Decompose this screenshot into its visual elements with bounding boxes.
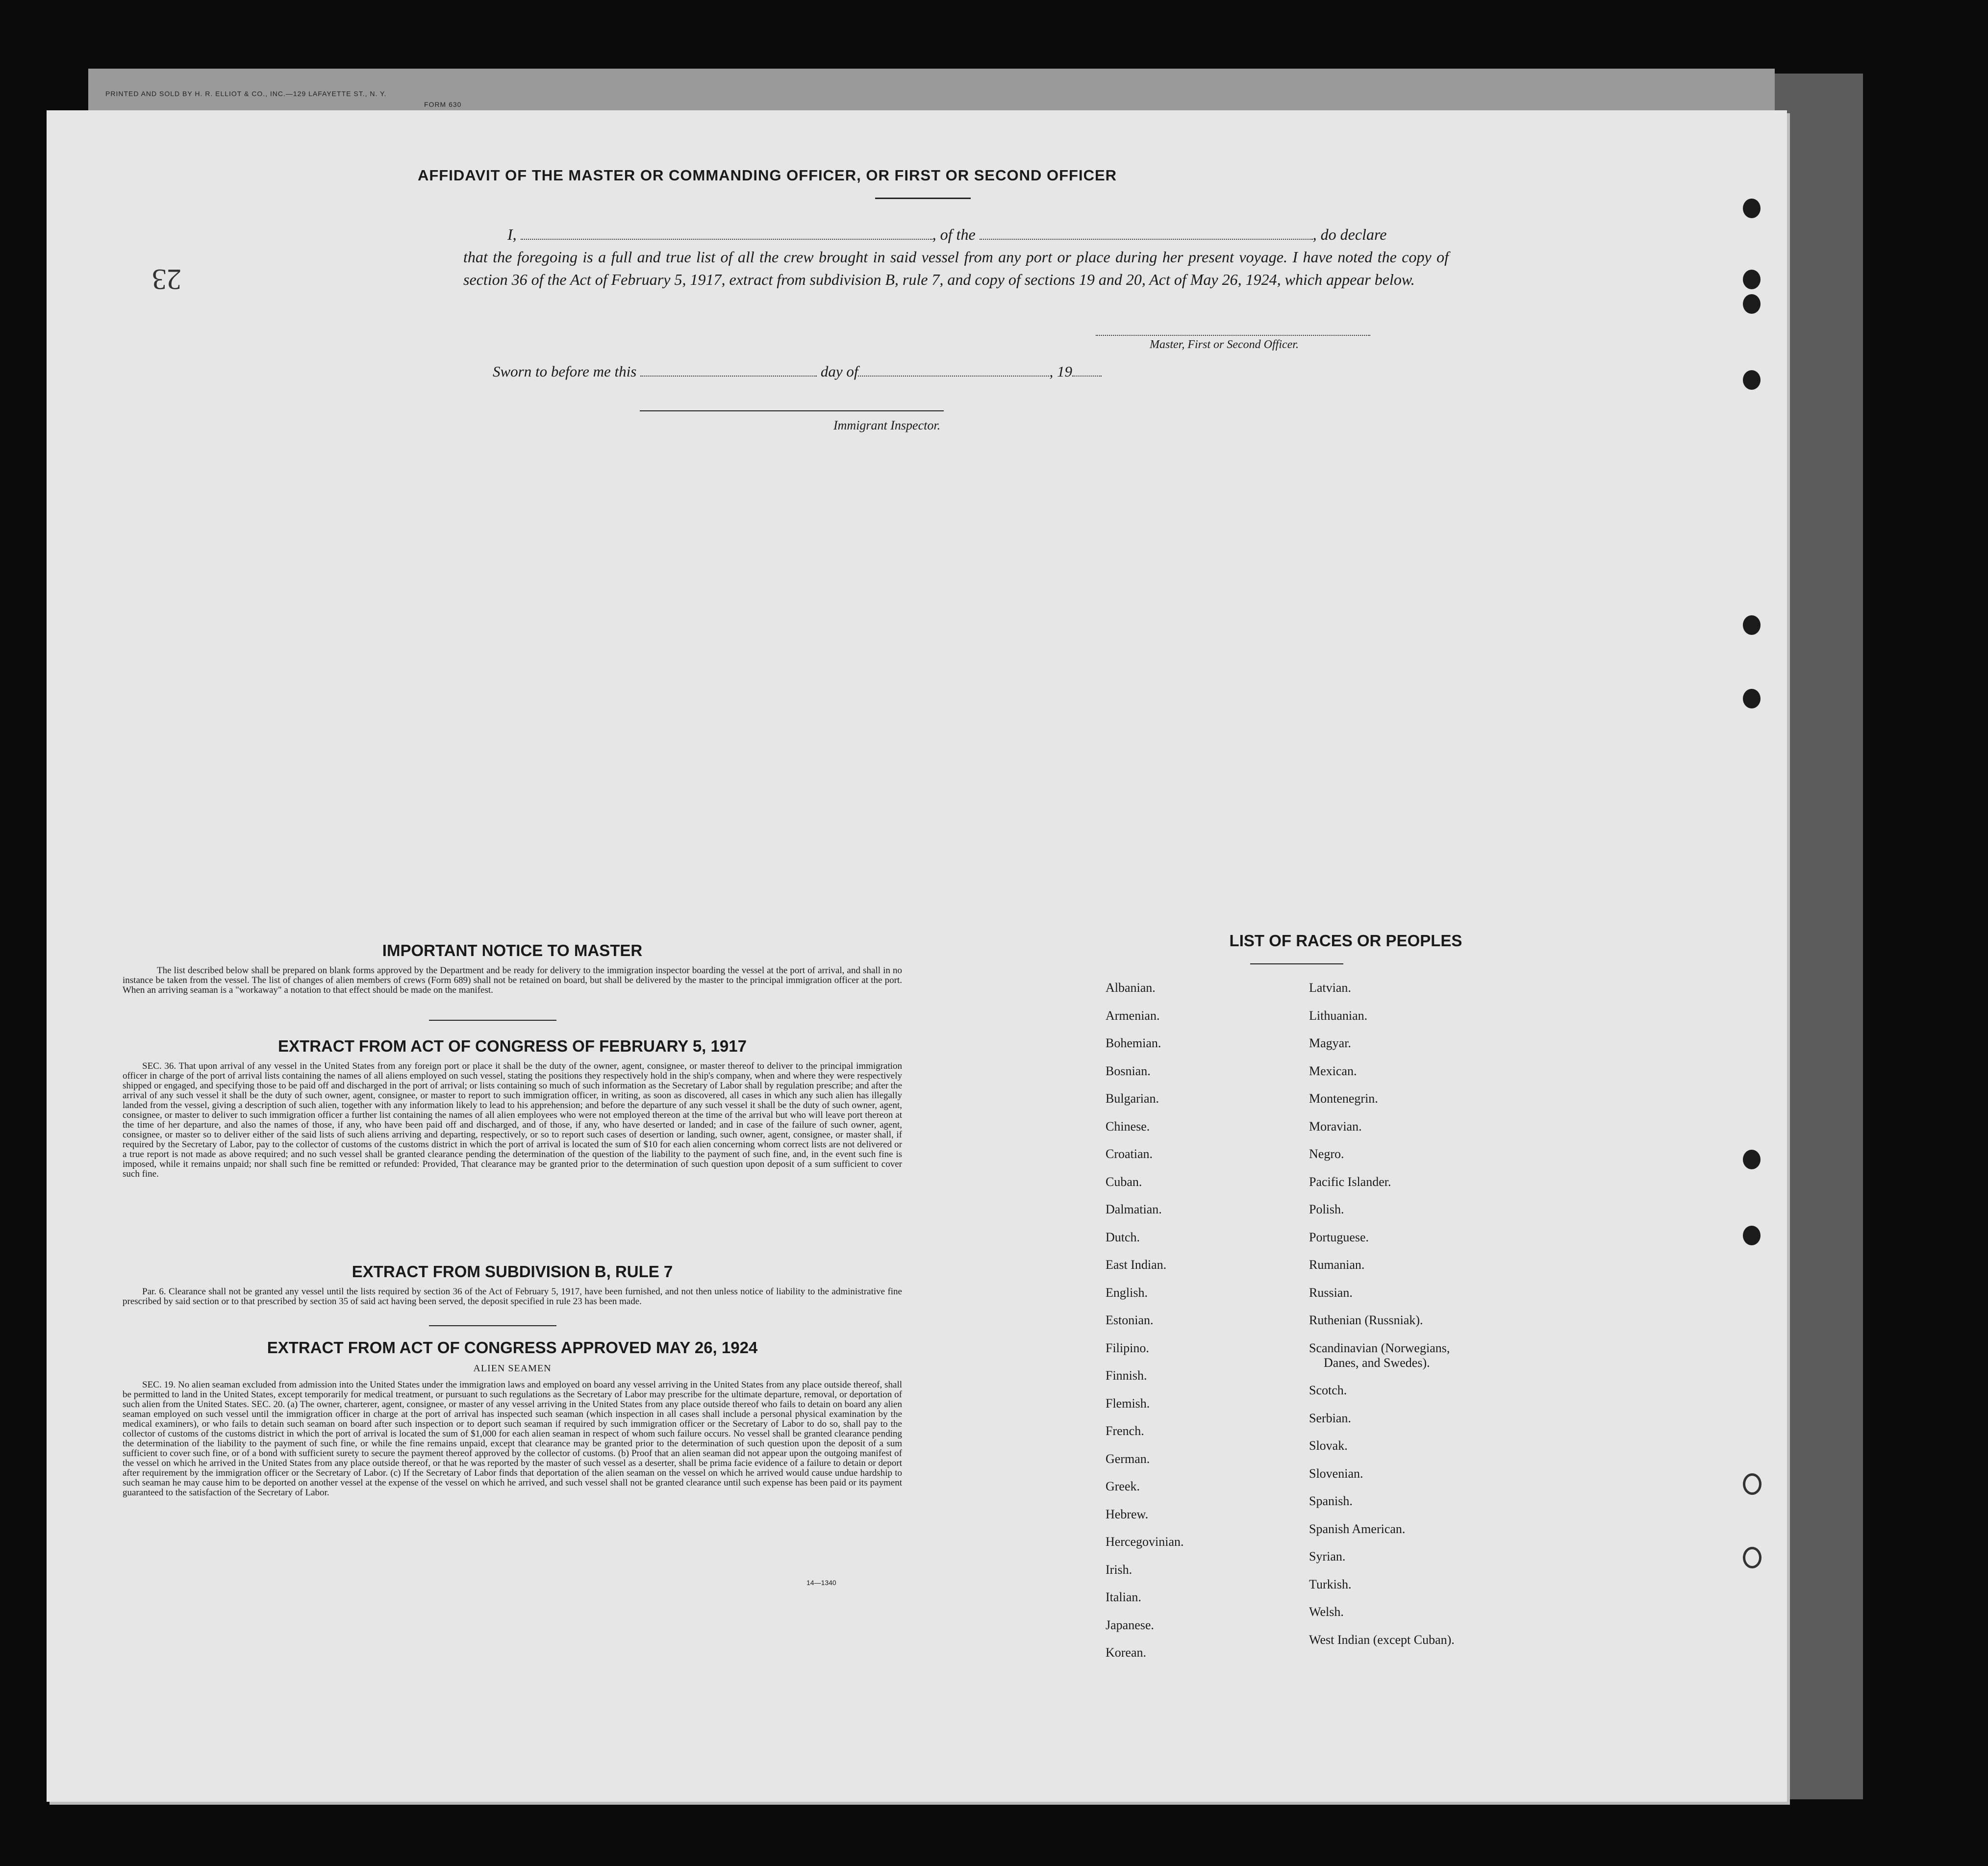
race-item: Syrian. <box>1309 1549 1346 1563</box>
race-item: French. <box>1106 1424 1144 1438</box>
binder-hole <box>1743 294 1761 314</box>
race-item: Danes, and Swedes). <box>1324 1355 1430 1370</box>
race-item: Armenian. <box>1106 1008 1160 1023</box>
extract-1917-title: EXTRACT FROM ACT OF CONGRESS OF FEBRUARY 5, 1917 <box>278 1037 747 1055</box>
notice-body: The list described below shall be prepared on blank forms approved by the Department and be ready for delivery to the immigration inspector boarding the vessel at the port of arrival, and shall in no instance be taken from the vessel. The list of changes of alien members of crews (Form 689) shall not be retained on board, but shall be delivered by the master to the principal immigration officer at the port. When an arriving seaman is a "workaway" a notation to that effect should be made on the manifest. <box>123 965 902 995</box>
form-code: 14—1340 <box>806 1579 836 1587</box>
race-item: German. <box>1106 1451 1150 1466</box>
race-item: Greek. <box>1106 1479 1140 1493</box>
section-rule <box>429 1325 556 1326</box>
race-item: Lithuanian. <box>1309 1008 1368 1023</box>
handwritten-page-number: 23 <box>152 263 181 296</box>
race-item: Dalmatian. <box>1106 1202 1162 1216</box>
races-rule <box>1250 963 1343 964</box>
affidavit-of-the: , of the <box>932 226 976 243</box>
sworn-line <box>493 363 1102 380</box>
binder-hole <box>1743 615 1761 635</box>
extract-1924-subtitle: ALIEN SEAMEN <box>473 1363 552 1374</box>
binder-hole <box>1743 370 1761 390</box>
binder-hole <box>1743 270 1761 289</box>
race-item: Scandinavian (Norwegians, <box>1309 1340 1450 1355</box>
race-item: Moravian. <box>1309 1119 1362 1134</box>
race-item: Ruthenian (Russniak). <box>1309 1313 1423 1327</box>
race-item: Bosnian. <box>1106 1063 1151 1078</box>
race-item: Welsh. <box>1309 1605 1344 1619</box>
extract-rule7-title: EXTRACT FROM SUBDIVISION B, RULE 7 <box>352 1262 673 1281</box>
affidavit-declare: , do declare <box>1312 226 1387 243</box>
name-field[interactable] <box>521 227 932 240</box>
race-item: Irish. <box>1106 1562 1132 1577</box>
affidavit-i: I, <box>507 226 517 243</box>
race-item: Hercegovinian. <box>1106 1535 1184 1549</box>
race-item: Filipino. <box>1106 1340 1149 1355</box>
affidavit-text <box>463 223 1449 291</box>
binder-hole <box>1743 1226 1761 1245</box>
extract-1924-body: SEC. 19. No alien seaman excluded from admission into the United States under the immigration laws and employed on board any vessel arriving in the United States from any place outside thereof, shall be permitted to land in the United States, except temporarily for medical treatment, or pursuant to such regulations as the Secretary of Labor may prescribe for the ultimate departure, removal, or deportation of such alien from the United States. SEC. 20. (a) The owner, charterer, agent, consignee, or master of any vessel arriving in the United States from any place outside thereof who fails to detain on board any alien seaman employed on such vessel until the immigration officer in charge at the port of arrival has inspected such seaman (which inspection in all cases shall include a personal physical examination by the medical examiners), or who fails to detain such seaman on board after such inspection or to deport such seaman if required by such immigration officer or the Secretary of Labor to do so, shall pay to the collector of customs of the customs district in which the port of arrival is located the sum of $1,000 for each alien seaman in respect of whom such failure occurs. No vessel shall be granted clearance pending the determination of the liability to the payment of such fine, or while the fine remains unpaid, except that clearance may be granted prior to the determination of such question upon the deposit of a sum sufficient to cover such fine, or of a bond with sufficient surety to secure the payment thereof approved by the collector of customs. (b) Proof that an alien seaman did not appear upon the outgoing manifest of the vessel on which he arrived in the United States from any place outside thereof, or that he was reported by the master of such vessel as a deserter, shall be prima facie evidence of a failure to detain or deport after requirement by the immigration officer or the Secretary of Labor. (c) If the Secretary of Labor finds that deportation of the alien seaman on the vessel on which he arrived would cause undue hardship to such seaman he may cause him to be deported on another vessel at the expense of the vessel on which he arrived, and such vessel shall not be granted clearance until such expense has been paid or its payment guaranteed to the satisfaction of the Secretary of Labor. <box>123 1380 902 1498</box>
races-title: LIST OF RACES OR PEOPLES <box>1229 932 1462 950</box>
race-item: Hebrew. <box>1106 1507 1149 1521</box>
race-item: Italian. <box>1106 1590 1141 1604</box>
race-item: Bohemian. <box>1106 1036 1161 1050</box>
vessel-field[interactable] <box>980 227 1313 240</box>
binder-hole <box>1743 689 1761 708</box>
race-item: West Indian (except Cuban). <box>1309 1632 1455 1647</box>
race-item: Rumanian. <box>1309 1258 1365 1272</box>
extract-rule7-body: Par. 6. Clearance shall not be granted any vessel until the lists required by section 36 of the Act of February 5, 1917, have been furnished, and not then unless notice of liability to the administrative fine prescribed by said section or to that prescribed by section 35 of said act having been served, the deposit specified in rule 23 has been made. <box>123 1286 902 1307</box>
inspector-label: Immigrant Inspector. <box>833 418 941 432</box>
master-signature-label: Master, First or Second Officer. <box>1150 338 1299 351</box>
race-item: Albanian. <box>1106 981 1156 995</box>
binder-hole <box>1743 199 1761 218</box>
race-item: Chinese. <box>1106 1119 1150 1134</box>
notice-title: IMPORTANT NOTICE TO MASTER <box>382 941 643 959</box>
title-rule <box>875 198 971 199</box>
race-item: Slovenian. <box>1309 1466 1363 1481</box>
binder-hole <box>1743 1547 1762 1568</box>
race-item: English. <box>1106 1285 1148 1300</box>
race-item: Flemish. <box>1106 1396 1150 1411</box>
printer-line: PRINTED AND SOLD BY H. R. ELLIOT & CO., INC.—129 LAFAYETTE ST., N. Y. <box>105 90 387 98</box>
race-item: Estonian. <box>1106 1313 1154 1327</box>
race-item: Slovak. <box>1309 1438 1348 1453</box>
affidavit-body: that the foregoing is a full and true list of all the crew brought in said vessel from any port or place during her present voyage. I have noted the copy of section 36 of the Act of February 5, 1917, extract from subdivision B, rule 7, and copy of sections 19 and 20, Act of May 26, 1924, which appear below. <box>463 248 1449 288</box>
sworn-year-field[interactable] <box>1072 364 1102 377</box>
sworn-year-prefix: , 19 <box>1049 363 1072 380</box>
binder-hole <box>1743 1473 1762 1495</box>
race-item: Turkish. <box>1309 1577 1352 1591</box>
races-right-column <box>1309 981 1455 1660</box>
race-item: Spanish. <box>1309 1494 1353 1508</box>
master-signature-line[interactable] <box>1096 335 1370 337</box>
races-left-column <box>1106 981 1184 1673</box>
sworn-day-of: day of <box>820 363 858 380</box>
race-item: Montenegrin. <box>1309 1091 1378 1106</box>
extract-1917-body: SEC. 36. That upon arrival of any vessel in the United States from any foreign port or place it shall be the duty of the owner, agent, consignee, or master thereof to deliver to the principal immigration officer in charge of the port of arrival lists containing the names of all aliens employed on such vessel, stating the positions they respectively hold in the ship's company, when and where they were respectively shipped or engaged, and specifying those to be paid off and discharged in the port of arrival; or lists containing so much of such information as the Secretary of Labor shall by regulation prescribe; and after the arrival of any such vessel it shall be the duty of such owner, agent, consignee, or master to report to such immigration officer, in writing, as soon as discovered, all cases in which any such alien has illegally landed from the vessel, giving a description of such alien, together with any information likely to lead to his apprehension; and before the departure of any such vessel it shall be the duty of such owner, agent, consignee, or master to deliver to such immigration officer a further list containing the names of all alien employees who were not employed thereon at the time of the arrival but who will leave port thereon at the time of her departure, and also the names of those, if any, who have been paid off and discharged, and of those, if any, who have deserted or landed; and in case of the failure of such owner, agent, consignee, or master so to deliver either of the said lists of such aliens arriving and departing, respectively, or so to report such cases of desertion or landing, such owner, agent, consignee, or master shall, if required by the Secretary of Labor, pay to the collector of customs of the customs district in which the port of arrival is located the sum of $10 for each alien concerning whom correct lists are not delivered or a true report is not made as above required; and no such vessel shall be granted clearance pending the determination of the question of the liability to the payment of such fine, and, in the event such fine is imposed, while it remains unpaid; nor shall such fine be remitted or refunded: Provided, That clearance may be granted prior to the determination of such question upon deposit of a sum sufficient to cover such fine. <box>123 1061 902 1179</box>
binder-hole <box>1743 1150 1761 1169</box>
sworn-day-field[interactable] <box>640 364 817 377</box>
race-item: Japanese. <box>1106 1617 1154 1632</box>
race-item: Portuguese. <box>1309 1230 1369 1244</box>
race-item: Dutch. <box>1106 1230 1140 1244</box>
affidavit-title: AFFIDAVIT OF THE MASTER OR COMMANDING OFFICER, OR FIRST OR SECOND OFFICER <box>417 167 1117 184</box>
race-item: Bulgarian. <box>1106 1091 1159 1106</box>
race-item: Mexican. <box>1309 1063 1357 1078</box>
race-item: East Indian. <box>1106 1258 1167 1272</box>
race-item: Spanish American. <box>1309 1521 1406 1536</box>
inspector-signature-line[interactable] <box>640 410 944 411</box>
race-item: Pacific Islander. <box>1309 1174 1391 1189</box>
race-item: Polish. <box>1309 1202 1344 1216</box>
race-item: Croatian. <box>1106 1147 1153 1161</box>
race-item: Serbian. <box>1309 1411 1351 1425</box>
race-item: Korean. <box>1106 1645 1147 1660</box>
race-item: Negro. <box>1309 1147 1344 1161</box>
form-page <box>47 110 1787 1802</box>
race-item: Russian. <box>1309 1285 1353 1300</box>
race-item: Latvian. <box>1309 981 1351 995</box>
sworn-text: Sworn to before me this <box>493 363 637 380</box>
race-item: Cuban. <box>1106 1174 1142 1189</box>
race-item: Magyar. <box>1309 1036 1351 1050</box>
form-number: FORM 630 <box>424 101 462 108</box>
sworn-month-field[interactable] <box>858 364 1049 377</box>
extract-1924-title: EXTRACT FROM ACT OF CONGRESS APPROVED MAY 26, 1924 <box>267 1338 758 1357</box>
race-item: Scotch. <box>1309 1383 1347 1397</box>
race-item: Finnish. <box>1106 1368 1147 1383</box>
section-rule <box>429 1020 556 1021</box>
